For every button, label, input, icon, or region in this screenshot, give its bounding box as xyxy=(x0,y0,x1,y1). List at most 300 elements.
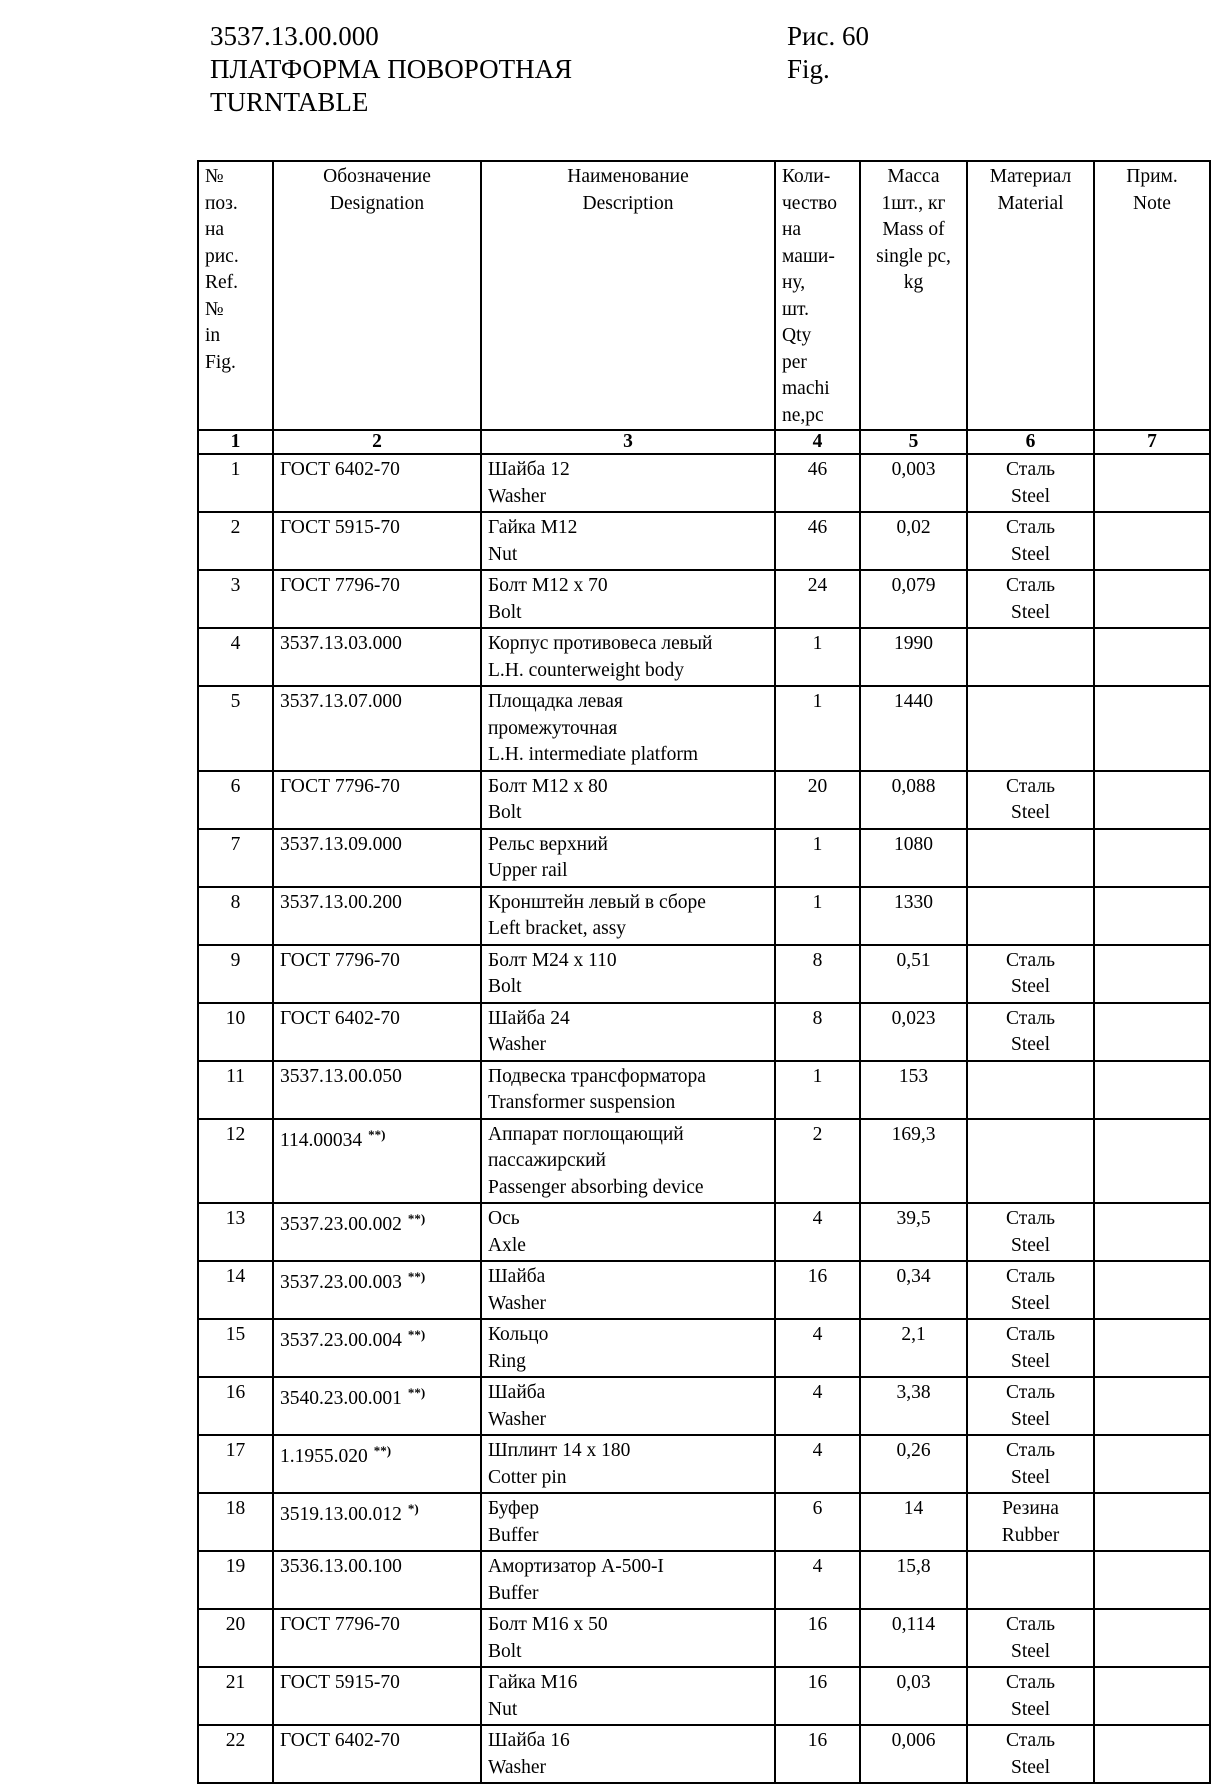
mass-cell: 0,51 xyxy=(860,945,967,1003)
designation-code: 3537.23.00.004 xyxy=(280,1330,402,1351)
description-line: Washer xyxy=(488,1756,546,1778)
description-line: Buffer xyxy=(488,1524,539,1546)
column-number: 6 xyxy=(967,430,1094,454)
table-row xyxy=(198,1003,1210,1061)
material-line: Steel xyxy=(1011,1350,1050,1372)
material-cell xyxy=(967,1551,1094,1609)
description-line: Болт М12 x 70 xyxy=(488,575,608,596)
table-row xyxy=(198,1377,1210,1435)
designation-code: 3536.13.00.100 xyxy=(280,1556,402,1577)
figure-number: Рис. 60 xyxy=(787,21,869,51)
material-cell xyxy=(967,1609,1094,1667)
description-cell xyxy=(481,570,775,628)
description-line: пассажирский xyxy=(488,1150,606,1171)
header-line: in xyxy=(205,325,221,346)
material-line: Резина xyxy=(1002,1498,1059,1519)
header-line: шт. xyxy=(782,298,809,320)
column-number: 4 xyxy=(775,430,860,454)
designation-cell xyxy=(273,1203,481,1261)
material-line: Rubber xyxy=(1001,1524,1060,1546)
description-cell xyxy=(481,628,775,686)
material-cell xyxy=(967,1725,1094,1783)
designation-cell xyxy=(273,1609,481,1667)
material-cell xyxy=(967,1435,1094,1493)
designation-cell xyxy=(273,771,481,829)
column-number: 2 xyxy=(273,430,481,454)
header-line: рис. xyxy=(205,245,239,267)
header-line: Mass of xyxy=(882,219,945,240)
assembly-number: 3537.13.00.000 xyxy=(210,21,379,51)
mass-cell: 39,5 xyxy=(860,1203,967,1261)
ref-number-cell: 7 xyxy=(198,829,273,887)
designation-cell xyxy=(273,512,481,570)
document-title-block xyxy=(210,20,750,119)
header-line: поз. xyxy=(205,192,238,214)
material-cell xyxy=(967,454,1094,512)
header-line: на xyxy=(782,219,802,240)
material-cell xyxy=(967,945,1094,1003)
quantity-cell: 16 xyxy=(775,1609,860,1667)
designation-code: ГОСТ 6402-70 xyxy=(280,459,400,480)
table-row xyxy=(198,887,1210,945)
table-row xyxy=(198,628,1210,686)
figure-label-english: Fig. xyxy=(787,54,830,84)
note-cell xyxy=(1094,945,1210,1003)
column-number: 1 xyxy=(198,430,273,454)
material-line: Steel xyxy=(1011,976,1050,997)
ref-number-cell: 17 xyxy=(198,1435,273,1493)
material-line: Сталь xyxy=(1006,1324,1055,1345)
table-row xyxy=(198,1725,1210,1783)
material-line: Сталь xyxy=(1006,517,1055,538)
designation-cell xyxy=(273,1551,481,1609)
mass-cell: 169,3 xyxy=(860,1119,967,1204)
designation-code: ГОСТ 7796-70 xyxy=(280,575,400,596)
ref-number-cell: 8 xyxy=(198,887,273,945)
footnote-mark: **) xyxy=(407,1269,426,1284)
quantity-cell: 4 xyxy=(775,1319,860,1377)
description-line: Буфер xyxy=(488,1498,540,1519)
material-cell xyxy=(967,1003,1094,1061)
mass-cell: 0,26 xyxy=(860,1435,967,1493)
note-cell xyxy=(1094,1551,1210,1609)
ref-number-cell: 18 xyxy=(198,1493,273,1551)
footnote-mark: **) xyxy=(407,1385,426,1400)
mass-cell: 153 xyxy=(860,1061,967,1119)
ref-number-cell: 10 xyxy=(198,1003,273,1061)
ref-number-cell: 14 xyxy=(198,1261,273,1319)
material-cell xyxy=(967,1061,1094,1119)
note-cell xyxy=(1094,1319,1210,1377)
description-cell xyxy=(481,1377,775,1435)
description-line: Transformer suspension xyxy=(488,1092,676,1113)
ref-number-cell: 22 xyxy=(198,1725,273,1783)
header-line: Наименование xyxy=(567,166,689,187)
description-line: Шайба xyxy=(488,1266,546,1287)
mass-cell: 1440 xyxy=(860,686,967,771)
description-line: Left bracket, assy xyxy=(488,918,627,939)
description-cell xyxy=(481,1551,775,1609)
description-line: Корпус противовеса левый xyxy=(488,633,713,654)
footnote-mark: **) xyxy=(368,1126,386,1142)
footnote-mark: **) xyxy=(407,1211,426,1226)
material-cell xyxy=(967,1377,1094,1435)
description-line: Шайба xyxy=(488,1382,546,1403)
description-line: Nut xyxy=(488,1698,518,1720)
quantity-cell: 1 xyxy=(775,686,860,771)
description-line: Bolt xyxy=(488,976,522,997)
material-line: Steel xyxy=(1011,1698,1050,1720)
description-line: Шайба 16 xyxy=(488,1730,570,1751)
designation-cell xyxy=(273,1319,481,1377)
header-line: № xyxy=(205,166,224,187)
designation-code: ГОСТ 6402-70 xyxy=(280,1730,400,1751)
note-cell xyxy=(1094,829,1210,887)
ref-number-cell: 9 xyxy=(198,945,273,1003)
header-material xyxy=(967,161,1094,430)
mass-cell: 0,079 xyxy=(860,570,967,628)
description-line: Гайка М12 xyxy=(488,517,578,538)
description-line: Шайба 12 xyxy=(488,459,570,480)
description-line: Washer xyxy=(488,1034,546,1055)
note-cell xyxy=(1094,1119,1210,1204)
material-cell xyxy=(967,1319,1094,1377)
material-line: Steel xyxy=(1011,1292,1050,1314)
footnote-mark: **) xyxy=(407,1327,426,1342)
description-cell xyxy=(481,887,775,945)
description-cell xyxy=(481,512,775,570)
header-line: Прим. xyxy=(1126,166,1178,187)
designation-code: 3537.23.00.002 xyxy=(280,1214,402,1235)
material-cell xyxy=(967,1203,1094,1261)
designation-code: 3519.13.00.012 xyxy=(280,1504,402,1525)
designation-code: ГОСТ 7796-70 xyxy=(280,775,400,797)
column-number: 5 xyxy=(860,430,967,454)
material-line: Сталь xyxy=(1006,575,1055,596)
description-line: Шплинт 14 x 180 xyxy=(488,1440,631,1461)
header-line: ne,pc xyxy=(782,404,824,426)
description-line: Гайка М16 xyxy=(488,1672,578,1693)
quantity-cell: 2 xyxy=(775,1119,860,1204)
header-line: 1шт., кг xyxy=(881,192,946,214)
quantity-cell: 4 xyxy=(775,1377,860,1435)
header-line: Коли- xyxy=(782,166,831,187)
description-line: Washer xyxy=(488,1292,546,1314)
table-header-row xyxy=(198,161,1210,430)
note-cell xyxy=(1094,1493,1210,1551)
description-cell xyxy=(481,771,775,829)
designation-cell xyxy=(273,1725,481,1783)
header-line: Ref. xyxy=(205,272,239,293)
description-cell xyxy=(481,1203,775,1261)
table-row xyxy=(198,1493,1210,1551)
material-line: Сталь xyxy=(1006,949,1055,971)
ref-number-cell: 21 xyxy=(198,1667,273,1725)
ref-number-cell: 11 xyxy=(198,1061,273,1119)
note-cell xyxy=(1094,628,1210,686)
quantity-cell: 1 xyxy=(775,1061,860,1119)
designation-code: 1.1955.020 xyxy=(280,1446,368,1467)
header-line: kg xyxy=(903,272,924,293)
ref-number-cell: 20 xyxy=(198,1609,273,1667)
ref-number-cell: 6 xyxy=(198,771,273,829)
column-number: 3 xyxy=(481,430,775,454)
description-cell xyxy=(481,1061,775,1119)
ref-number-cell: 2 xyxy=(198,512,273,570)
material-line: Сталь xyxy=(1006,1266,1055,1287)
material-line: Steel xyxy=(1011,601,1050,623)
description-cell xyxy=(481,1667,775,1725)
material-line: Steel xyxy=(1011,1640,1050,1662)
header-ref-no xyxy=(198,161,273,430)
quantity-cell: 4 xyxy=(775,1203,860,1261)
mass-cell: 0,114 xyxy=(860,1609,967,1667)
material-line: Steel xyxy=(1011,1466,1050,1488)
description-line: Washer xyxy=(488,485,546,507)
description-line: Амортизатор А-500-I xyxy=(488,1556,664,1577)
title-english: TURNTABLE xyxy=(210,87,369,117)
designation-code: ГОСТ 5915-70 xyxy=(280,1672,400,1693)
description-line: Кольцо xyxy=(488,1324,549,1345)
quantity-cell: 20 xyxy=(775,771,860,829)
material-line: Steel xyxy=(1011,1756,1050,1778)
material-cell xyxy=(967,1493,1094,1551)
designation-cell xyxy=(273,1061,481,1119)
header-line: Designation xyxy=(329,192,425,214)
designation-cell xyxy=(273,945,481,1003)
header-quantity xyxy=(775,161,860,430)
designation-code: 3540.23.00.001 xyxy=(280,1388,402,1409)
mass-cell: 2,1 xyxy=(860,1319,967,1377)
description-line: Шайба 24 xyxy=(488,1007,570,1029)
designation-code: ГОСТ 5915-70 xyxy=(280,517,400,538)
designation-cell xyxy=(273,570,481,628)
description-line: Площадка левая xyxy=(488,691,623,712)
description-line: L.H. intermediate platform xyxy=(488,744,699,765)
designation-code: ГОСТ 7796-70 xyxy=(280,949,400,971)
mass-cell: 0,03 xyxy=(860,1667,967,1725)
ref-number-cell: 4 xyxy=(198,628,273,686)
quantity-cell: 4 xyxy=(775,1551,860,1609)
designation-cell xyxy=(273,1493,481,1551)
material-cell xyxy=(967,512,1094,570)
note-cell xyxy=(1094,771,1210,829)
header-mass xyxy=(860,161,967,430)
designation-code: 3537.13.00.200 xyxy=(280,891,402,913)
header-line: Масса xyxy=(887,166,940,187)
note-cell xyxy=(1094,1003,1210,1061)
ref-number-cell: 13 xyxy=(198,1203,273,1261)
table-row xyxy=(198,1061,1210,1119)
ref-number-cell: 12 xyxy=(198,1119,273,1204)
material-line: Сталь xyxy=(1006,1672,1055,1693)
parts-table xyxy=(197,160,1211,1784)
material-cell xyxy=(967,628,1094,686)
designation-cell xyxy=(273,1119,481,1204)
ref-number-cell: 5 xyxy=(198,686,273,771)
quantity-cell: 46 xyxy=(775,512,860,570)
table-row xyxy=(198,1667,1210,1725)
table-row xyxy=(198,1261,1210,1319)
description-cell xyxy=(481,1609,775,1667)
header-line: Note xyxy=(1133,192,1171,214)
table-row xyxy=(198,686,1210,771)
material-line: Steel xyxy=(1011,1034,1050,1055)
footnote-mark: **) xyxy=(373,1443,392,1458)
mass-cell: 0,003 xyxy=(860,454,967,512)
quantity-cell: 8 xyxy=(775,1003,860,1061)
designation-code: ГОСТ 7796-70 xyxy=(280,1614,400,1635)
material-cell xyxy=(967,887,1094,945)
material-cell xyxy=(967,1667,1094,1725)
table-row xyxy=(198,945,1210,1003)
description-line: промежуточная xyxy=(488,717,618,739)
designation-code: 3537.13.07.000 xyxy=(280,691,402,712)
header-line: single pc, xyxy=(876,245,951,267)
material-line: Steel xyxy=(1011,485,1050,507)
material-cell xyxy=(967,1261,1094,1319)
note-cell xyxy=(1094,454,1210,512)
header-designation xyxy=(273,161,481,430)
designation-code: 3537.13.09.000 xyxy=(280,833,402,855)
quantity-cell: 24 xyxy=(775,570,860,628)
material-line: Сталь xyxy=(1006,1208,1055,1229)
designation-cell xyxy=(273,1377,481,1435)
header-line: Material xyxy=(997,192,1064,214)
ref-number-cell: 3 xyxy=(198,570,273,628)
table-row xyxy=(198,829,1210,887)
quantity-cell: 1 xyxy=(775,628,860,686)
quantity-cell: 46 xyxy=(775,454,860,512)
description-cell xyxy=(481,1435,775,1493)
mass-cell: 1990 xyxy=(860,628,967,686)
title-russian: ПЛАТФОРМА ПОВОРОТНАЯ xyxy=(210,54,573,84)
ref-number-cell: 15 xyxy=(198,1319,273,1377)
description-cell xyxy=(481,454,775,512)
table-row xyxy=(198,1119,1210,1204)
table-row xyxy=(198,1319,1210,1377)
header-line: Qty xyxy=(782,325,812,346)
material-cell xyxy=(967,570,1094,628)
designation-cell xyxy=(273,1003,481,1061)
description-line: Washer xyxy=(488,1408,546,1430)
note-cell xyxy=(1094,686,1210,771)
quantity-cell: 8 xyxy=(775,945,860,1003)
designation-cell xyxy=(273,454,481,512)
header-description xyxy=(481,161,775,430)
designation-code: 3537.13.03.000 xyxy=(280,633,402,654)
material-line: Сталь xyxy=(1006,1382,1055,1403)
material-line: Steel xyxy=(1011,543,1050,565)
mass-cell: 3,38 xyxy=(860,1377,967,1435)
column-number-row xyxy=(198,430,1210,454)
ref-number-cell: 19 xyxy=(198,1551,273,1609)
material-line: Steel xyxy=(1011,1408,1050,1430)
mass-cell: 1080 xyxy=(860,829,967,887)
description-line: Bolt xyxy=(488,601,522,623)
description-line: L.H. counterweight body xyxy=(488,659,685,681)
description-cell xyxy=(481,686,775,771)
description-cell xyxy=(481,1261,775,1319)
header-line: Fig. xyxy=(205,351,236,373)
material-line: Сталь xyxy=(1006,1730,1055,1751)
header-line: machi xyxy=(782,378,830,399)
description-line: Болт М16 x 50 xyxy=(488,1614,608,1635)
mass-cell: 0,02 xyxy=(860,512,967,570)
note-cell xyxy=(1094,1203,1210,1261)
material-cell xyxy=(967,1119,1094,1204)
table-row xyxy=(198,512,1210,570)
designation-cell xyxy=(273,1261,481,1319)
material-line: Сталь xyxy=(1006,1440,1055,1461)
description-line: Nut xyxy=(488,543,518,565)
description-line: Axle xyxy=(488,1234,526,1256)
quantity-cell: 16 xyxy=(775,1261,860,1319)
designation-cell xyxy=(273,829,481,887)
description-cell xyxy=(481,1725,775,1783)
quantity-cell: 1 xyxy=(775,887,860,945)
material-line: Сталь xyxy=(1006,1007,1055,1029)
footnote-mark: *) xyxy=(407,1501,419,1516)
quantity-cell: 16 xyxy=(775,1667,860,1725)
figure-label-block xyxy=(787,20,987,86)
designation-cell xyxy=(273,1667,481,1725)
ref-number-cell: 16 xyxy=(198,1377,273,1435)
table-row xyxy=(198,1435,1210,1493)
designation-code: 3537.23.00.003 xyxy=(280,1272,402,1293)
description-line: Подвеска трансформатора xyxy=(488,1065,706,1087)
description-line: Рельс верхний xyxy=(488,833,608,855)
note-cell xyxy=(1094,1667,1210,1725)
header-line: Обозначение xyxy=(323,166,431,187)
mass-cell: 0,023 xyxy=(860,1003,967,1061)
description-cell xyxy=(481,829,775,887)
ref-number-cell: 1 xyxy=(198,454,273,512)
note-cell xyxy=(1094,1377,1210,1435)
table-row xyxy=(198,454,1210,512)
note-cell xyxy=(1094,1609,1210,1667)
mass-cell: 0,088 xyxy=(860,771,967,829)
material-cell xyxy=(967,829,1094,887)
table-row xyxy=(198,1609,1210,1667)
mass-cell: 14 xyxy=(860,1493,967,1551)
mass-cell: 1330 xyxy=(860,887,967,945)
header-line: чество xyxy=(782,192,837,214)
note-cell xyxy=(1094,512,1210,570)
note-cell xyxy=(1094,1725,1210,1783)
description-line: Bolt xyxy=(488,1640,522,1662)
quantity-cell: 6 xyxy=(775,1493,860,1551)
material-line: Сталь xyxy=(1006,459,1055,480)
designation-cell xyxy=(273,1435,481,1493)
description-line: Кронштейн левый в сборе xyxy=(488,891,706,913)
description-line: Passenger absorbing device xyxy=(488,1176,704,1198)
description-line: Болт М12 x 80 xyxy=(488,775,608,797)
material-cell xyxy=(967,686,1094,771)
header-line: Материал xyxy=(989,166,1072,187)
designation-code: 114.00034 xyxy=(280,1129,363,1151)
table-row xyxy=(198,1203,1210,1261)
parts-table-body xyxy=(198,430,1210,1783)
note-cell xyxy=(1094,887,1210,945)
note-cell xyxy=(1094,1061,1210,1119)
designation-cell xyxy=(273,686,481,771)
designation-cell xyxy=(273,887,481,945)
description-line: Bolt xyxy=(488,802,522,823)
note-cell xyxy=(1094,1435,1210,1493)
description-line: Buffer xyxy=(488,1582,539,1604)
header-line: ну, xyxy=(782,272,806,293)
